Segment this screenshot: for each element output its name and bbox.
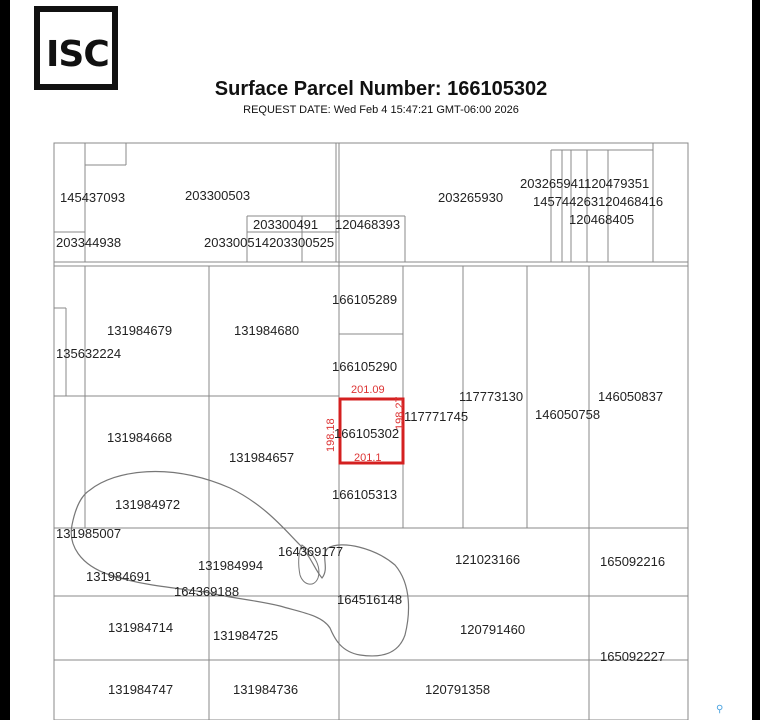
page-title: Surface Parcel Number: 166105302	[214, 78, 548, 100]
parcel-label[interactable]: 120468393	[335, 217, 401, 232]
parcel-label[interactable]: 146050837	[598, 389, 664, 404]
parcel-label[interactable]: 203265930	[438, 190, 504, 205]
dimension-bottom: 201.1	[354, 452, 382, 464]
parcel-label[interactable]: 117773130	[459, 389, 524, 404]
parcel-label[interactable]: 131984679	[107, 323, 173, 338]
parcel-label[interactable]: 117771745	[404, 409, 469, 424]
parcel-label[interactable]: 203300503	[185, 188, 251, 203]
parcel-label[interactable]: 146050758	[535, 407, 601, 422]
logo-text: ISC	[46, 34, 109, 75]
map-pin-icon: ⚲	[716, 704, 724, 715]
parcel-label[interactable]: 203265941120479351	[520, 176, 650, 191]
parcel-label[interactable]: 135632224	[56, 346, 122, 361]
parcel-label[interactable]: 131984691	[86, 569, 152, 584]
request-date: REQUEST DATE: Wed Feb 4 15:47:21 GMT-06:00 2026	[243, 104, 519, 116]
dimension-left: 198.18	[325, 418, 337, 452]
parcel-label[interactable]: 164516148	[337, 592, 403, 607]
parcel-label[interactable]: 131984972	[115, 497, 181, 512]
parcel-label[interactable]: 120468405	[569, 212, 635, 227]
parcel-label[interactable]: 131984680	[234, 323, 300, 338]
parcel-label[interactable]: 203344938	[56, 235, 122, 250]
parcel-label[interactable]: 203300491	[253, 217, 319, 232]
parcel-label[interactable]: 131984668	[107, 430, 173, 445]
parcel-label[interactable]: 131984657	[229, 450, 295, 465]
parcel-label[interactable]: 131984736	[233, 682, 299, 697]
parcel-label[interactable]: 145437093	[60, 190, 126, 205]
parcel-label[interactable]: 165092227	[600, 649, 666, 664]
parcel-label[interactable]: 131984994	[198, 558, 264, 573]
parcel-label[interactable]: 131985007	[56, 526, 122, 541]
parcel-label[interactable]: 131984725	[213, 628, 279, 643]
parcel-label[interactable]: 166105290	[332, 359, 398, 374]
parcel-label[interactable]: 164369177	[278, 544, 344, 559]
parcel-label[interactable]: 131984747	[108, 682, 174, 697]
parcel-label[interactable]: 166105289	[332, 292, 398, 307]
parcel-label[interactable]: 120791460	[460, 622, 526, 637]
parcel-label[interactable]: 120791358	[425, 682, 491, 697]
dimension-right: 198.27	[394, 396, 406, 430]
parcel-label[interactable]: 131984714	[108, 620, 174, 635]
parcel-label[interactable]: 203300514203300525	[204, 235, 335, 250]
parcel-label[interactable]: 121023166	[455, 552, 521, 567]
parcel-label[interactable]: 164369188	[174, 584, 240, 599]
parcel-label[interactable]: 145744263120468416	[533, 194, 664, 209]
dimension-top: 201.09	[351, 384, 385, 396]
parcel-label[interactable]: 165092216	[600, 554, 666, 569]
parcel-labels	[56, 176, 665, 697]
parcel-label[interactable]: 166105313	[332, 487, 398, 502]
highlighted-parcel-label[interactable]: 166105302	[334, 426, 400, 441]
